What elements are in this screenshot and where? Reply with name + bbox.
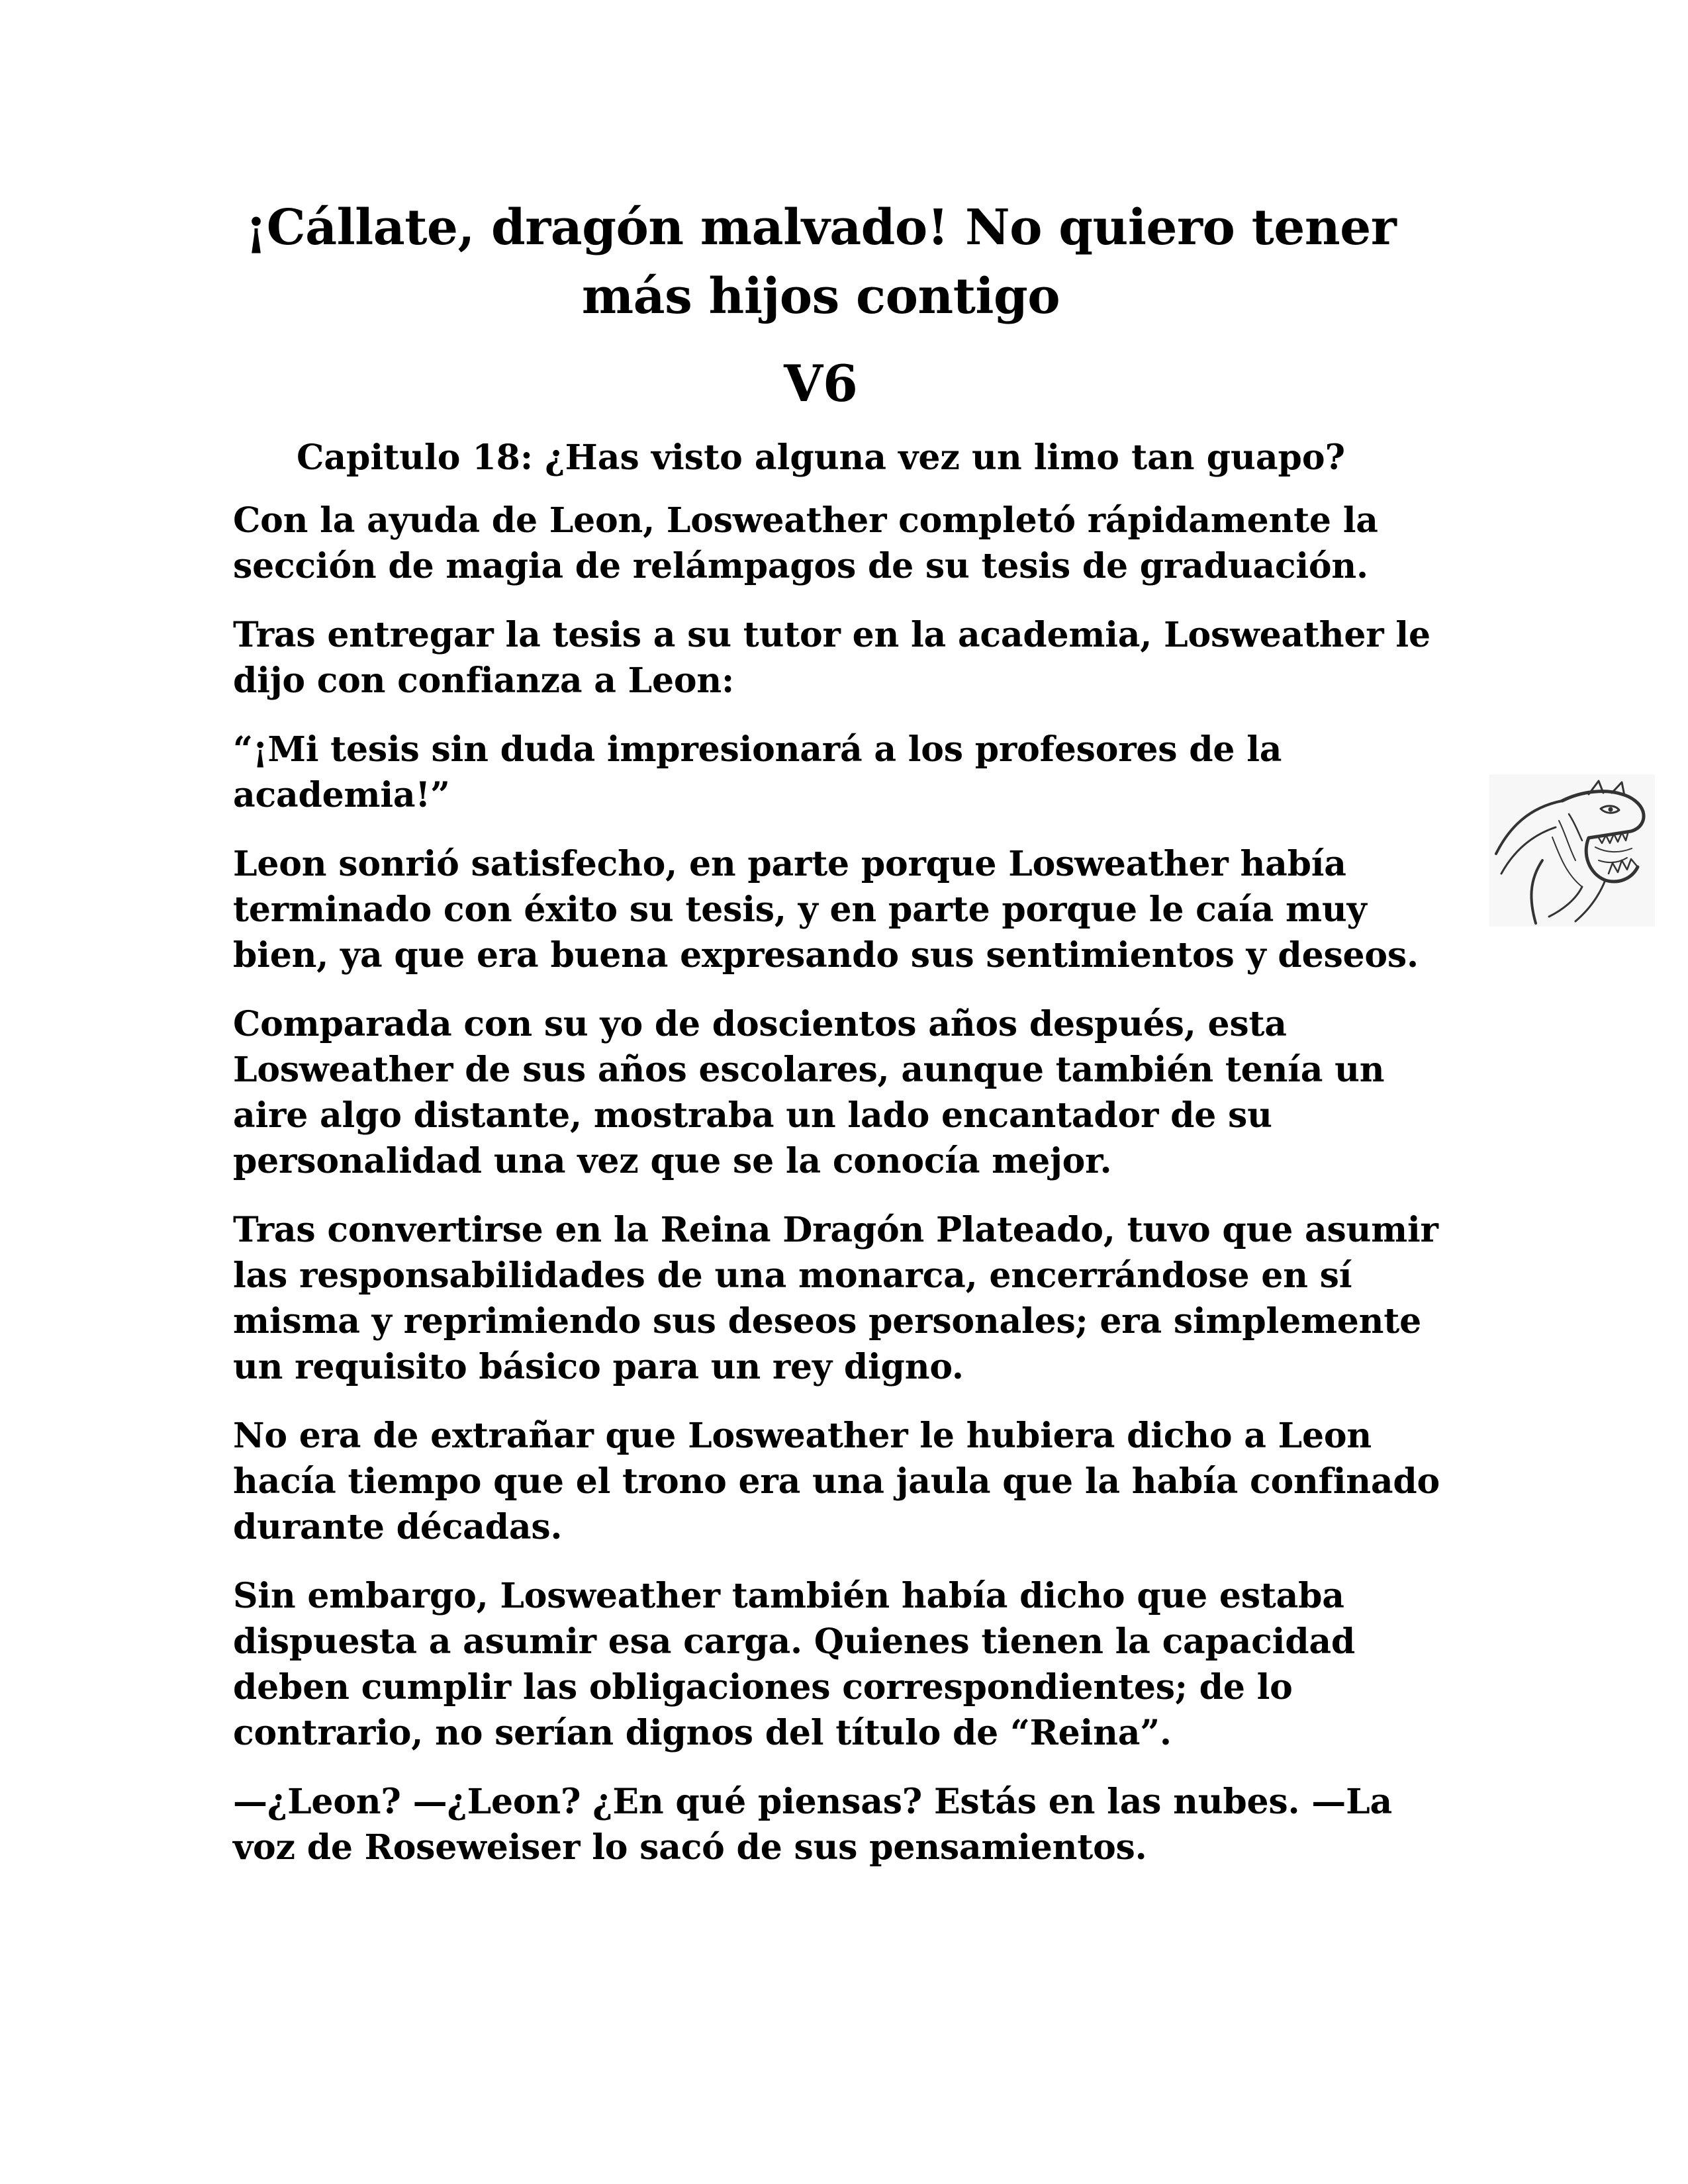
- paragraph: Tras entregar la tesis a su tutor en la academia, Losweather le dijo con confianza a Leon:: [233, 615, 1430, 701]
- chapter-heading: Capitulo 18: ¿Has visto alguna vez un limo tan guapo?: [296, 437, 1346, 478]
- paragraph: Sin embargo, Losweather también había dicho que estaba dispuesta a asumir esa carga. Quienes tienen la capacidad deben cumplir las obligaciones correspondientes; de lo contrario, no serían dignos del título de “Reina”.: [233, 1576, 1356, 1753]
- paragraph: Comparada con su yo de doscientos años después, esta Losweather de sus años escolares, aunque también tenía un aire algo distante, mostraba un lado encantador de su personalidad una vez que se la conocía mejor.: [233, 1004, 1385, 1181]
- paragraph: No era de extrañar que Losweather le hubiera dicho a Leon hacía tiempo que el trono era una jaula que la había confinado durante décadas.: [233, 1416, 1440, 1547]
- dragon-head-sketch-icon: [1489, 774, 1655, 927]
- paragraph: Leon sonrió satisfecho, en parte porque Losweather había terminado con éxito su tesis, y en parte porque le caía muy bien, ya que era buena expresando sus sentimientos y deseos.: [233, 844, 1419, 976]
- paragraph: Con la ayuda de Leon, Losweather completó rápidamente la sección de magia de relámpagos de su tesis de graduación.: [233, 500, 1378, 586]
- volume-label: V6: [784, 354, 858, 413]
- paragraph: “¡Mi tesis sin duda impresionará a los profesores de la academia!”: [233, 729, 1282, 815]
- document-body: [233, 498, 1464, 1893]
- document-title: ¡Cállate, dragón malvado! No quiero tener más hijos contigo: [245, 199, 1397, 325]
- paragraph: Tras convertirse en la Reina Dragón Plateado, tuvo que asumir las responsabilidades de una monarca, encerrándose en sí misma y reprimiendo sus deseos personales; era simplemente un requisito básico para un rey digno.: [233, 1210, 1438, 1387]
- paragraph: —¿Leon? —¿Leon? ¿En qué piensas? Estás en las nubes. —La voz de Roseweiser lo sacó de sus pensamientos.: [233, 1782, 1392, 1868]
